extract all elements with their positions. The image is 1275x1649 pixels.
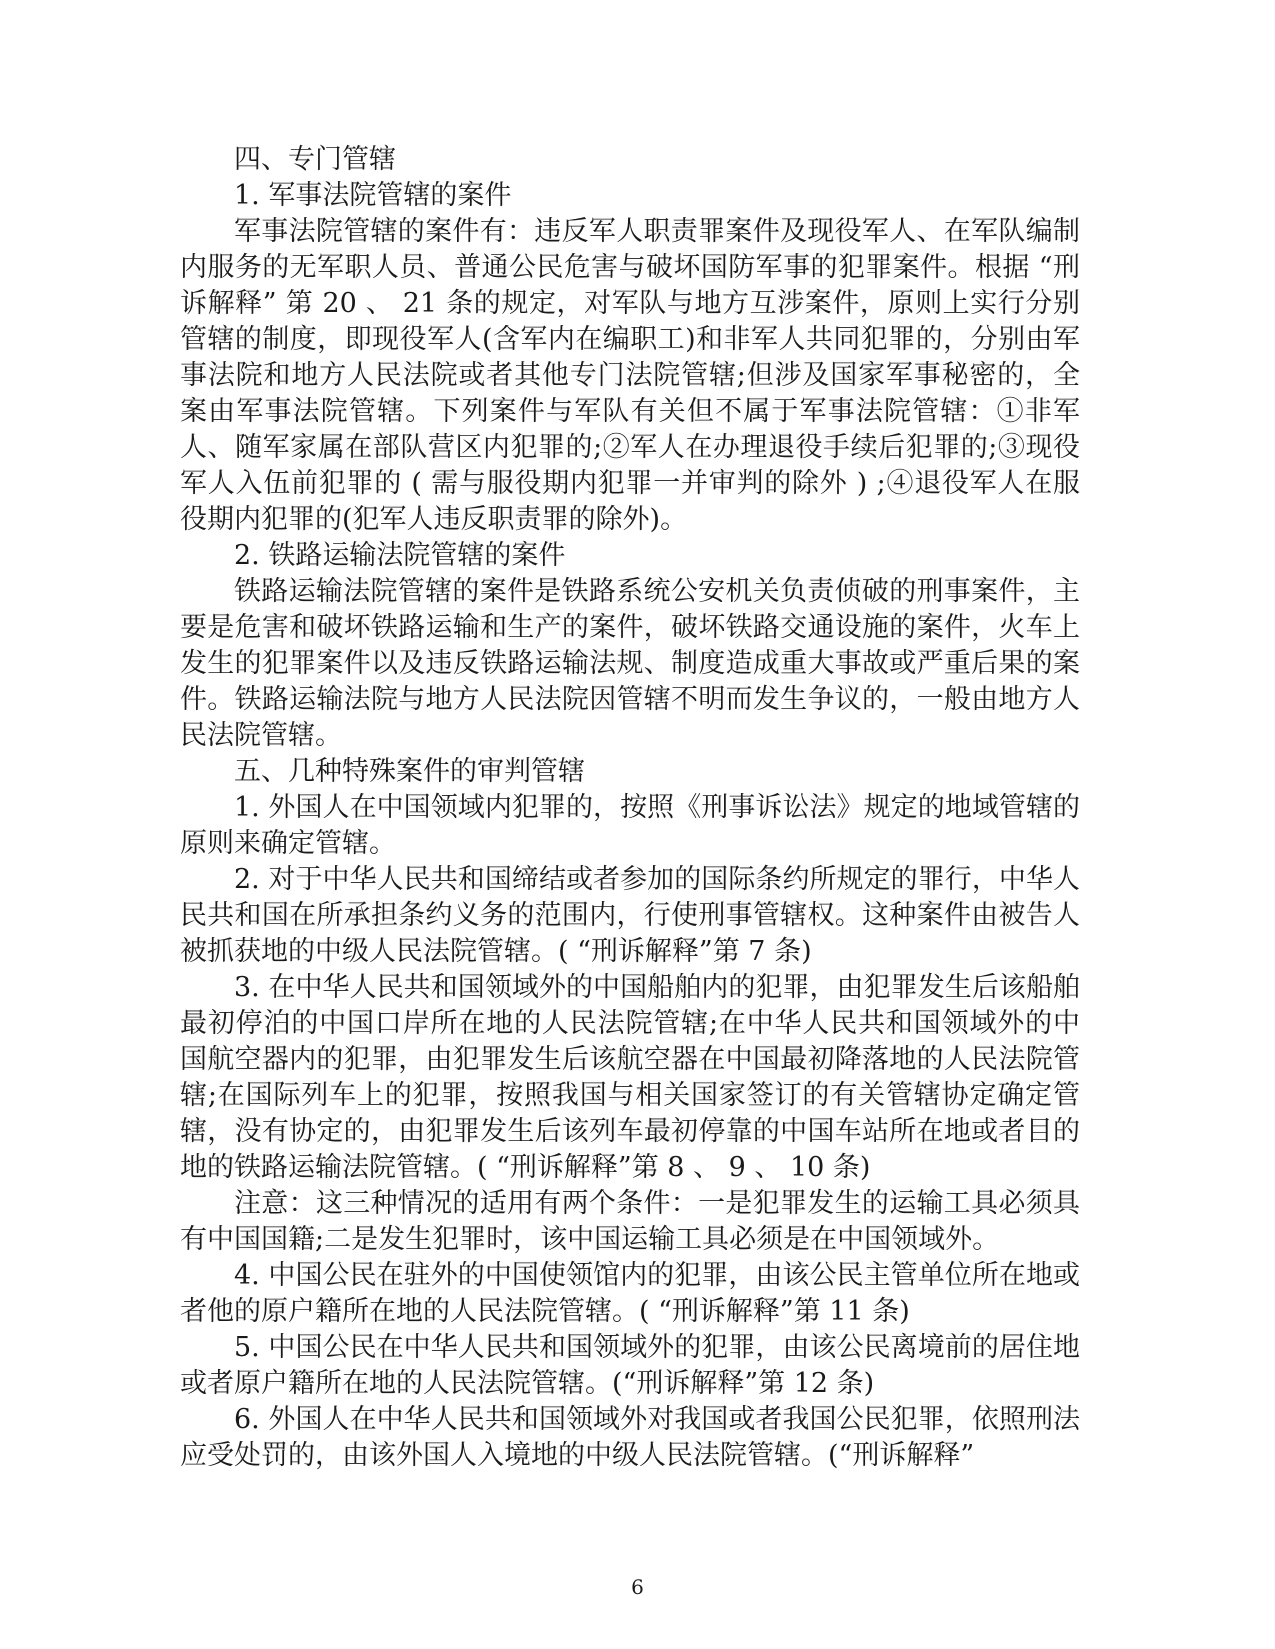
paragraph-military-court: 军事法院管辖的案件有：违反军人职责罪案件及现役军人、在军队编制内服务的无军职人员、普通公民危害与破坏国防军事的犯罪案件。根据 “刑诉解释” 第 20 、 21 条的规定，对军队与地方互涉案件，原则上实行分别管辖的制度，即现役军人(含军内在编职工)和非军人共同犯罪的，分别由军事法院和地方人民法院或者其他专门法院管辖;但涉及国家军事秘密的，全案由军事法院管辖。下列案件与军队有关但不属于军事法院管辖：①非军人、随军家属在部队营区内犯罪的;②军人在办理退役手续后犯罪的;③现役军人入伍前犯罪的 ( 需与服役期内犯罪一并审判的除外 ) ;④退役军人在服役期内犯罪的(犯军人违反职责罪的除外)。 bbox=[180, 216, 1080, 535]
paragraph-item-4: 4. 中国公民在驻外的中国使领馆内的犯罪，由该公民主管单位所在地或者他的原户籍所在地的人民法院管辖。( “刑诉解释”第 11 条) bbox=[180, 1260, 1080, 1327]
paragraph-item-5: 5. 中国公民在中华人民共和国领域外的犯罪，由该公民离境前的居住地或者原户籍所在地的人民法院管辖。(“刑诉解释”第 12 条) bbox=[180, 1332, 1080, 1399]
paragraph-item-3: 3. 在中华人民共和国领域外的中国船舶内的犯罪，由犯罪发生后该船舶最初停泊的中国口岸所在地的人民法院管辖;在中华人民共和国领域外的中国航空器内的犯罪，由犯罪发生后该航空器在中国最初降落地的人民法院管辖;在国际列车上的犯罪，按照我国与相关国家签订的有关管辖协定确定管辖，没有协定的，由犯罪发生后该列车最初停靠的中国车站所在地或者目的地的铁路运输法院管辖。( “刑诉解释”第 8 、 9 、 10 条) bbox=[180, 972, 1080, 1183]
subsection-heading-military-court: 1. 军事法院管辖的案件 bbox=[234, 180, 512, 211]
paragraph-railway-court: 铁路运输法院管辖的案件是铁路系统公安机关负责侦破的刑事案件，主要是危害和破坏铁路运输和生产的案件，破坏铁路交通设施的案件，火车上发生的犯罪案件以及违反铁路运输法规、制度造成重大事故或严重后果的案件。铁路运输法院与地方人民法院因管辖不明而发生争议的，一般由地方人民法院管辖。 bbox=[180, 576, 1080, 751]
paragraph-item-6: 6. 外国人在中华人民共和国领域外对我国或者我国公民犯罪，依照刑法应受处罚的，由该外国人入境地的中级人民法院管辖。(“刑诉解释” bbox=[180, 1404, 1080, 1471]
section-heading-5: 五、几种特殊案件的审判管辖 bbox=[234, 756, 585, 787]
page-number: 6 bbox=[631, 1575, 644, 1599]
paragraph-item-1: 1. 外国人在中国领域内犯罪的，按照《刑事诉讼法》规定的地域管辖的原则来确定管辖。 bbox=[180, 792, 1080, 859]
subsection-heading-railway-court: 2. 铁路运输法院管辖的案件 bbox=[234, 540, 566, 571]
section-heading-4: 四、专门管辖 bbox=[234, 144, 396, 175]
document-body bbox=[180, 142, 1080, 1474]
paragraph-item-2: 2. 对于中华人民共和国缔结或者参加的国际条约所规定的罪行，中华人民共和国在所承担条约义务的范围内，行使刑事管辖权。这种案件由被告人被抓获地的中级人民法院管辖。( “刑诉解释”第 7 条) bbox=[180, 864, 1080, 967]
paragraph-note: 注意：这三种情况的适用有两个条件：一是犯罪发生的运输工具必须具有中国国籍;二是发生犯罪时，该中国运输工具必须是在中国领域外。 bbox=[180, 1188, 1080, 1255]
